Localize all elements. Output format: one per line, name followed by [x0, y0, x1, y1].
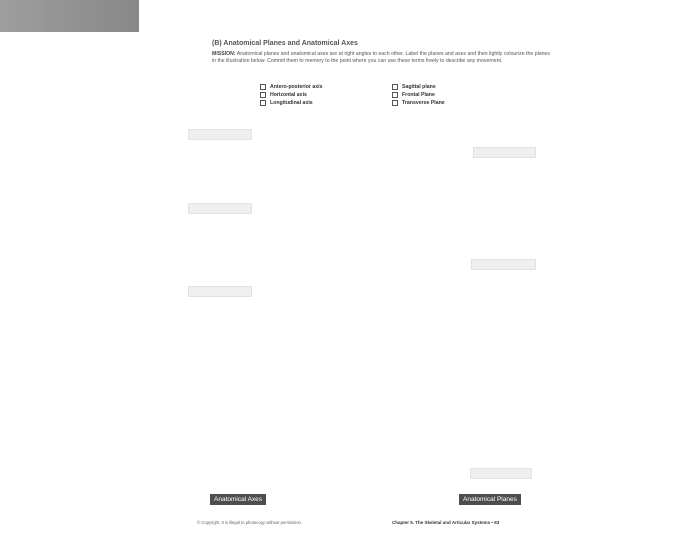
- mission-body: Anatomical planes and anatomical axes are at right angles to each other. Label the planes and axes and then lightly colourize the planes in the illustration below. Commit them to memory to the point where you can use these terms freely to describe any movement.: [212, 51, 550, 64]
- anatomical-planes-tag: Anatomical Planes: [459, 494, 521, 505]
- footer-bullet: •: [491, 520, 493, 525]
- checkbox[interactable]: [392, 84, 398, 90]
- checklist-item-frontal-plane[interactable]: Frontal Plane: [392, 91, 445, 99]
- label-box-6[interactable]: [470, 468, 532, 479]
- checklist-item-transverse-plane[interactable]: Transverse Plane: [392, 99, 445, 107]
- label-box-5[interactable]: [471, 259, 536, 270]
- label-box-4[interactable]: [473, 147, 536, 158]
- checkbox[interactable]: [260, 100, 266, 106]
- checkbox[interactable]: [260, 84, 266, 90]
- mission-text: [212, 51, 550, 65]
- section-title: (B) Anatomical Planes and Anatomical Axes: [212, 40, 358, 47]
- checklist-item-antero-posterior-axis[interactable]: Antero-posterior axis: [260, 83, 322, 91]
- planes-checklist: [392, 83, 445, 107]
- label-box-3[interactable]: [188, 286, 252, 297]
- checklist-item-sagittal-plane[interactable]: Sagittal plane: [392, 83, 445, 91]
- chapter-title: Chapter 5. The Skeletal and Articular Systems: [392, 520, 491, 525]
- page-number: 63: [494, 520, 500, 525]
- checklist-item-horizontal-axis[interactable]: Horizontal axis: [260, 91, 322, 99]
- copyright-notice: © Copyright. It is illegal to photocopy without permission.: [197, 520, 303, 525]
- checklist-item-longitudinal-axis[interactable]: Longitudinal axis: [260, 99, 322, 107]
- mission-label: MISSION:: [212, 51, 236, 57]
- checkbox[interactable]: [392, 100, 398, 106]
- label-box-1[interactable]: [188, 129, 252, 140]
- checkbox[interactable]: [260, 92, 266, 98]
- checkbox[interactable]: [392, 92, 398, 98]
- axes-checklist: [260, 83, 322, 107]
- page-footer: [392, 520, 499, 525]
- anatomical-axes-tag: Anatomical Axes: [210, 494, 266, 505]
- label-box-2[interactable]: [188, 203, 252, 214]
